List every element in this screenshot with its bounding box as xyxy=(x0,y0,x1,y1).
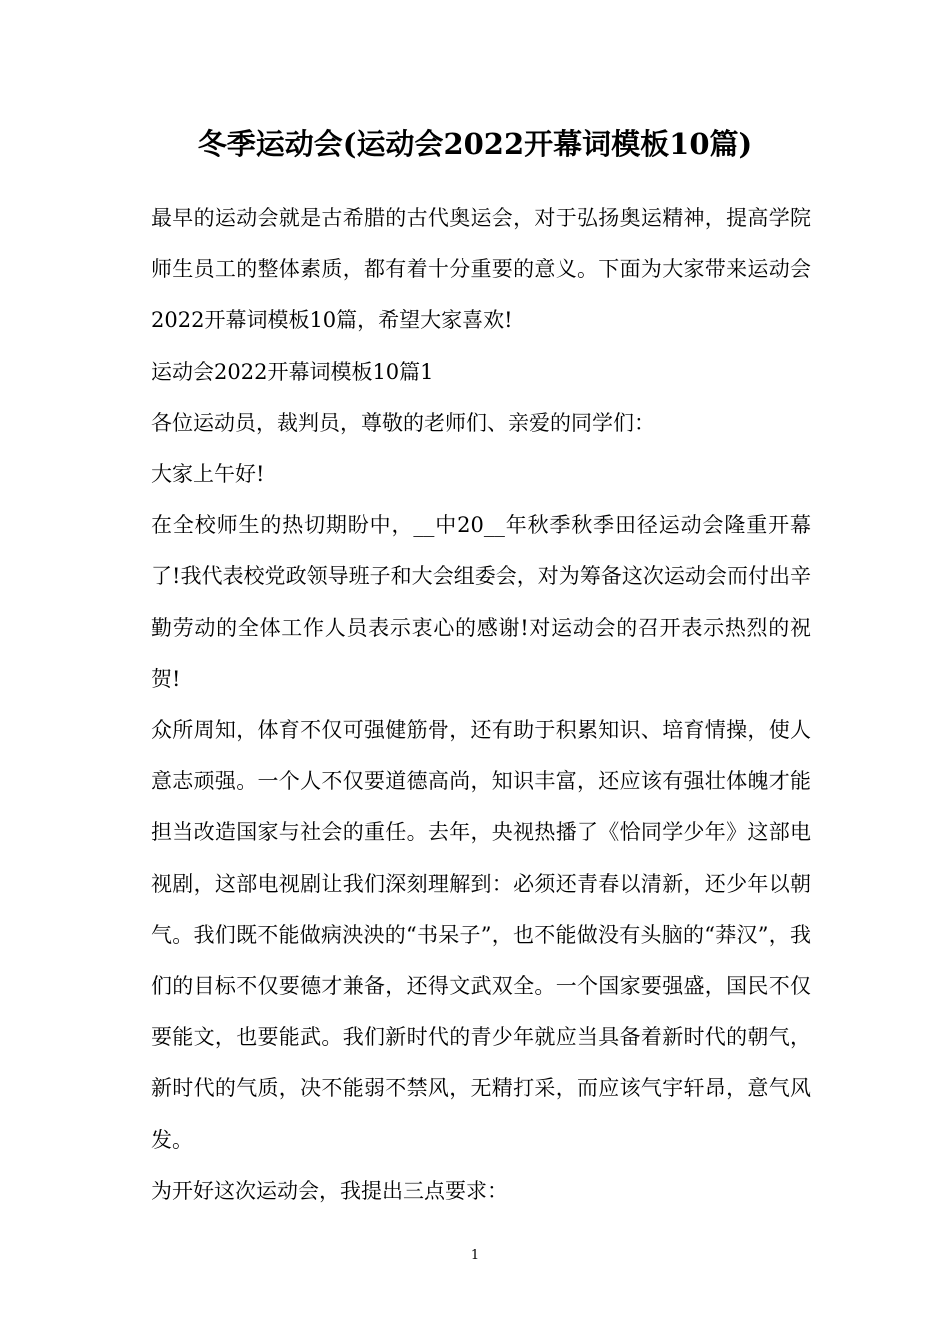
opening-paragraph: 在全校师生的热切期盼中，__中20__年秋季秋季田径运动会隆重开幕了!我代表校党政领导班子和大会组委会，对为筹备这次运动会而付出辛勤劳动的全体工作人员表示衷心的感谢!对运动会的召开表示热烈的祝贺! xyxy=(151,513,811,691)
salutation-paragraph: 各位运动员，裁判员，尊敬的老师们、亲爱的同学们： xyxy=(151,410,655,435)
sports-meaning-paragraph: 众所周知，体育不仅可强健筋骨，还有助于积累知识、培育情操，使人意志顽强。一个人不仅要道德高尚，知识丰富，还应该有强壮体魄才能担当改造国家与社会的重任。去年，央视热播了《恰同学少年》这部电视剧，这部电视剧让我们深刻理解到：必须还青春以清新，还少年以朝气。我们既不能做病泱泱的“书呆子”，也不能做没有头脑的“莽汉”，我们的目标不仅要德才兼备，还得文武双全。一个国家要强盛，国民不仅要能文，也要能武。我们新时代的青少年就应当具备着新时代的朝气，新时代的气质，决不能弱不禁风，无精打采，而应该气宇轩昂，意气风发。 xyxy=(151,718,811,1152)
document-title: 冬季运动会(运动会2022开幕词模板10篇) xyxy=(197,127,753,161)
greeting-paragraph: 大家上午好! xyxy=(151,462,265,487)
document-body xyxy=(151,193,811,1217)
intro-paragraph: 最早的运动会就是古希腊的古代奥运会，对于弘扬奥运精神，提高学院师生员工的整体素质，都有着十分重要的意义。下面为大家带来运动会2022开幕词模板10篇，希望大家喜欢! xyxy=(151,206,811,333)
requirements-paragraph: 为开好这次运动会，我提出三点要求： xyxy=(151,1178,508,1203)
section-heading: 运动会2022开幕词模板10篇1 xyxy=(151,359,434,384)
page-number: 1 xyxy=(470,1248,480,1263)
